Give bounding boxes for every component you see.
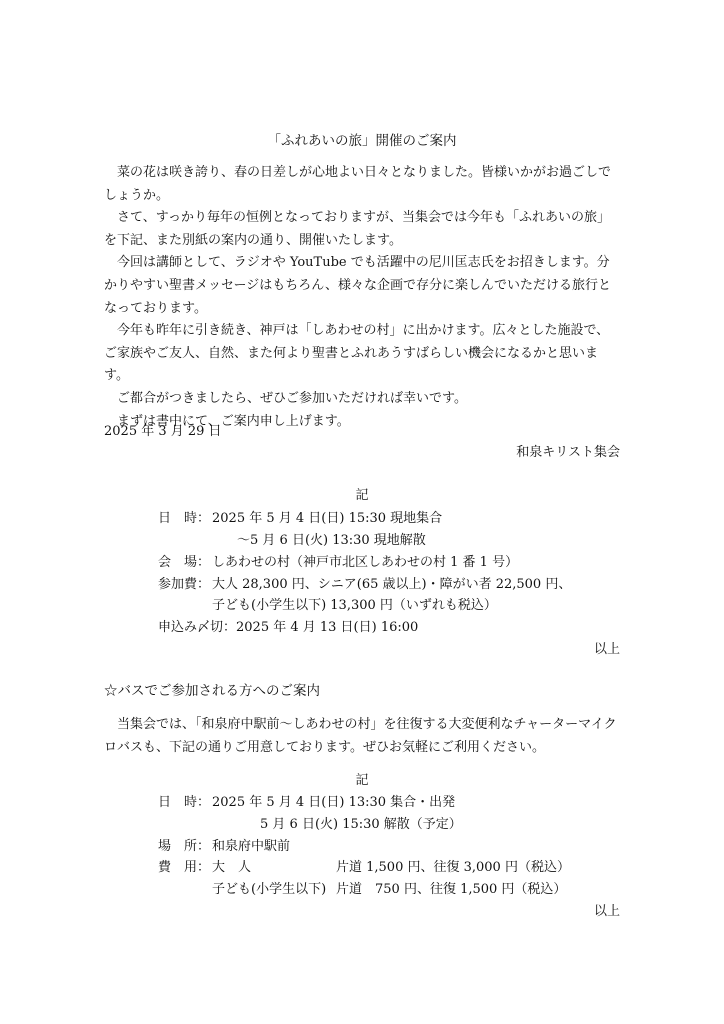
bus-fee-child-label: 子ども(小学生以下) <box>212 882 327 897</box>
letter-body <box>104 162 622 433</box>
paragraph: さて、すっかり毎年の恒例となっておりますが、当集会では今年も「ふれあいの旅」を下記、また別紙の案内の通り、開催いたします。 <box>104 210 610 248</box>
bus-place-label: 場 所： <box>158 839 211 854</box>
bus-fee-label: 費 用： <box>158 860 211 875</box>
datetime-value-end: ～5 月 6 日(火) 13:30 現地解散 <box>237 533 426 548</box>
venue-label: 会 場： <box>158 555 211 570</box>
bus-place-value: 和泉府中駅前 <box>212 839 291 854</box>
document-title: 「ふれあいの旅」開催のご案内 <box>267 133 457 149</box>
paragraph: 菜の花は咲き誇り、春の日差しが心地よい日々となりました。皆様いかがお過ごしでしょうか。 <box>104 165 612 203</box>
details-heading: 記 <box>355 488 369 503</box>
bus-fee-child-value: 片道 750 円、往復 1,500 円（税込） <box>336 882 567 897</box>
letter-date: 2025 年 3 月 29 日 <box>104 424 222 439</box>
bus-intro <box>104 713 622 759</box>
fee-label: 参加費： <box>158 577 211 592</box>
paragraph: まずは書中にて、ご案内申し上げます。 <box>117 413 350 429</box>
datetime-value: 2025 年 5 月 4 日(日) 15:30 現地集合 <box>212 511 443 526</box>
bus-details-heading: 記 <box>355 773 369 788</box>
end-mark: 以上 <box>593 642 620 657</box>
bus-end-mark: 以上 <box>593 904 620 919</box>
venue-value: しあわせの村（神戸市北区しあわせの村 1 番 1 号） <box>212 555 519 570</box>
paragraph: ご都合がつきましたら、ぜひご参加いただければ幸いです。 <box>117 390 467 406</box>
bus-datetime-value: 2025 年 5 月 4 日(日) 13:30 集合・出発 <box>212 795 456 810</box>
bus-fee-adult-label: 大 人 <box>212 860 252 875</box>
fee-value-child: 子ども(小学生以下) 13,300 円（いずれも税込） <box>212 598 497 613</box>
paragraph: 今年も昨年に引き続き、神戸は「しあわせの村」に出かけます。広々とした施設で、ご家族やご友人、自然、また何より聖書とふれあうすばらしい機会になるかと思います。 <box>104 323 610 384</box>
bus-section-heading: ☆バスでご参加される方へのご案内 <box>104 683 320 699</box>
datetime-label: 日 時： <box>158 511 211 526</box>
bus-datetime-value-end: 5 月 6 日(火) 15:30 解散（予定） <box>260 817 462 832</box>
deadline: 申込み〆切：2025 年 4 月 13 日(日) 16:00 <box>158 620 419 635</box>
paragraph: 当集会では、「和泉府中駅前～しあわせの村」を往復する大変便利なチャーターマイクロバスも、下記の通りご用意しております。ぜひお気軽にご利用ください。 <box>104 717 617 755</box>
sender-name: 和泉キリスト集会 <box>516 445 620 460</box>
paragraph: 今回は講師として、ラジオや YouTube でも活躍中の尼川匡志氏をお招きします。分かりやすい聖書メッセージはもちろん、様々な企画で存分に楽しんでいただける旅行となっております。 <box>104 255 612 316</box>
bus-fee-adult-value: 片道 1,500 円、往復 3,000 円（税込） <box>336 860 570 875</box>
fee-value: 大人 28,300 円、シニア(65 歳以上)・障がい者 22,500 円、 <box>212 577 572 592</box>
bus-datetime-label: 日 時： <box>158 795 211 810</box>
